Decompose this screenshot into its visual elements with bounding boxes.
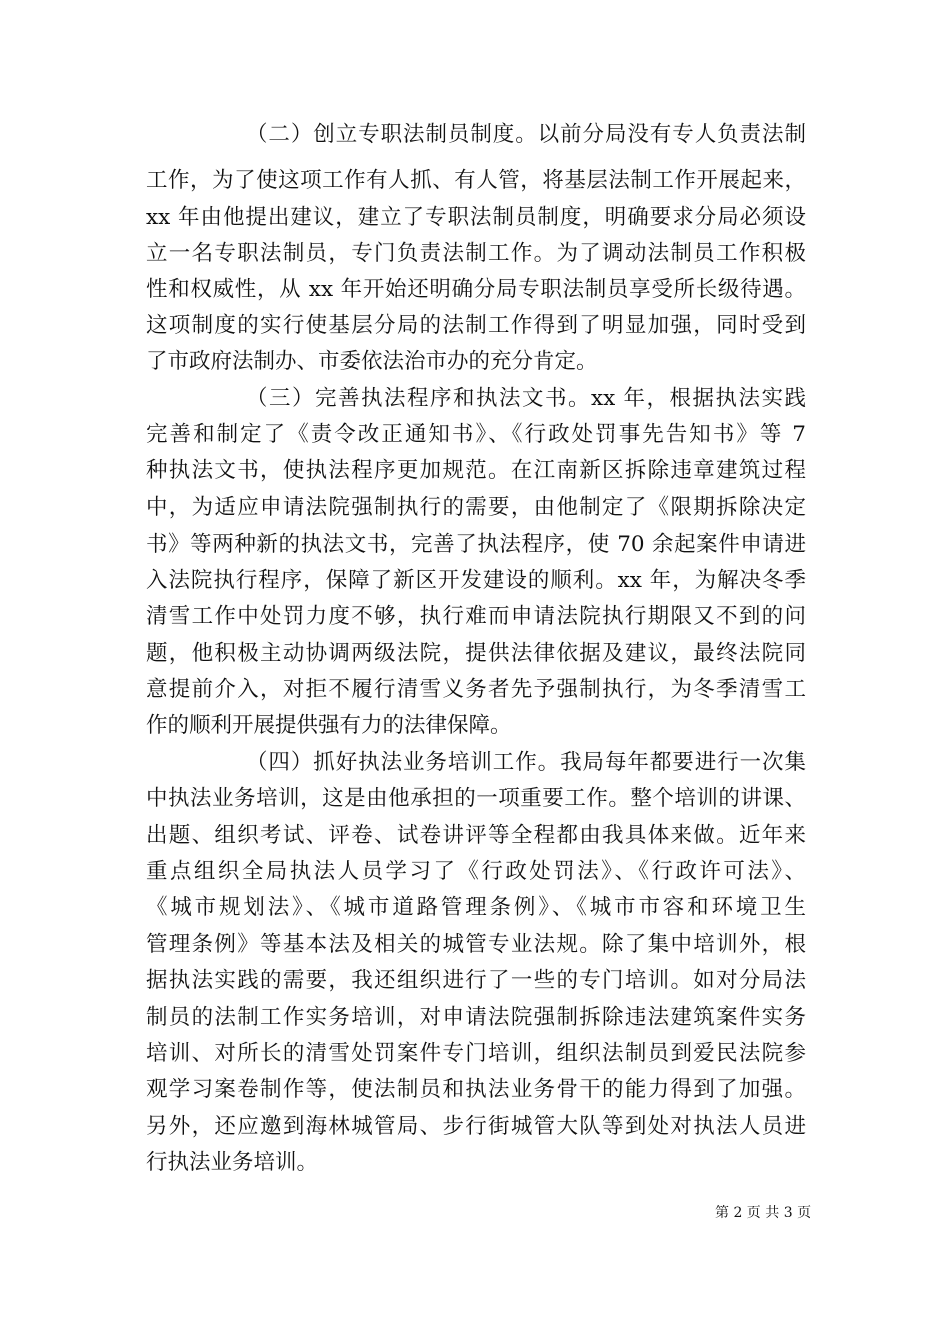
paragraph-3-line-2: 完善和制定了《责令改正通知书》、《行政处罚事先告知书》等 7 [146,422,806,447]
paragraph-4-line-9: 培训、对所长的清雪处罚案件专门培训，组织法制员到爱民法院参 [146,1041,806,1066]
paragraph-3-line-10: 作的顺利开展提供强有力的法律保障。 [146,713,512,738]
paragraph-3-line-8: 题，他积极主动协调两级法院，提供法律依据及建议，最终法院同 [146,641,806,666]
paragraph-3-line-3: 种执法文书，使执法程序更加规范。在江南新区拆除违章建筑过程 [146,458,806,483]
paragraph-4-line-10: 观学习案卷制作等，使法制员和执法业务骨干的能力得到了加强。 [146,1077,806,1102]
paragraph-2-line-6: 这项制度的实行使基层分局的法制工作得到了明显加强，同时受到 [146,313,806,338]
paragraph-2-line-4: 立一名专职法制员，专门负责法制工作。为了调动法制员工作积极 [146,241,806,266]
paragraph-2-line-7: 了市政府法制办、市委依法治市办的充分肯定。 [146,349,598,374]
paragraph-4-line-2: 中执法业务培训，这是由他承担的一项重要工作。整个培训的讲课、 [146,786,806,811]
paragraph-4-line-8: 制员的法制工作实务培训，对申请法院强制拆除违法建筑案件实务 [146,1005,806,1030]
paragraph-2-line-2: 工作，为了使这项工作有人抓、有人管，将基层法制工作开展起来， [146,168,806,193]
paragraph-3-line-4: 中，为适应申请法院强制执行的需要，由他制定了《限期拆除决定 [146,495,806,520]
paragraph-2-line-5: 性和权威性，从 xx 年开始还明确分局专职法制员享受所长级待遇。 [146,277,806,302]
paragraph-4-line-7: 据执法实践的需要，我还组织进行了一些的专门培训。如对分局法 [146,968,806,993]
paragraph-4-line-6: 管理条例》等基本法及相关的城管专业法规。除了集中培训外，根 [146,932,806,957]
paragraph-3-line-7: 清雪工作中处罚力度不够，执行难而申请法院执行期限又不到的问 [146,604,806,629]
paragraph-4-line-5: 《城市规划法》、《城市道路管理条例》、《城市市容和环境卫生 [146,895,806,920]
paragraph-2-line-1: （二）创立专职法制员制度。以前分局没有专人负责法制 [246,122,806,147]
paragraph-3-line-5: 书》等两种新的执法文书，完善了执法程序，使 70 余起案件申请进 [146,532,806,557]
paragraph-4-line-3: 出题、组织考试、评卷、试卷讲评等全程都由我具体来做。近年来 [146,823,806,848]
paragraph-3-line-6: 入法院执行程序，保障了新区开发建设的顺利。xx 年，为解决冬季 [146,568,806,593]
page-number: 第 2 页 共 3 页 [715,1205,812,1221]
paragraph-3-line-1: （三）完善执法程序和执法文书。xx 年，根据执法实践 [246,386,806,411]
paragraph-4-line-1: （四）抓好执法业务培训工作。我局每年都要进行一次集 [246,750,806,775]
paragraph-3-line-9: 意提前介入，对拒不履行清雪义务者先予强制执行，为冬季清雪工 [146,677,806,702]
paragraph-4-line-4: 重点组织全局执法人员学习了《行政处罚法》、《行政许可法》、 [146,859,806,884]
paragraph-4-line-11: 另外，还应邀到海林城管局、步行街城管大队等到处对执法人员进 [146,1114,806,1139]
paragraph-2-line-3: xx 年由他提出建议，建立了专职法制员制度，明确要求分局必须设 [146,205,806,230]
paragraph-4-line-12: 行执法业务培训。 [146,1150,319,1175]
